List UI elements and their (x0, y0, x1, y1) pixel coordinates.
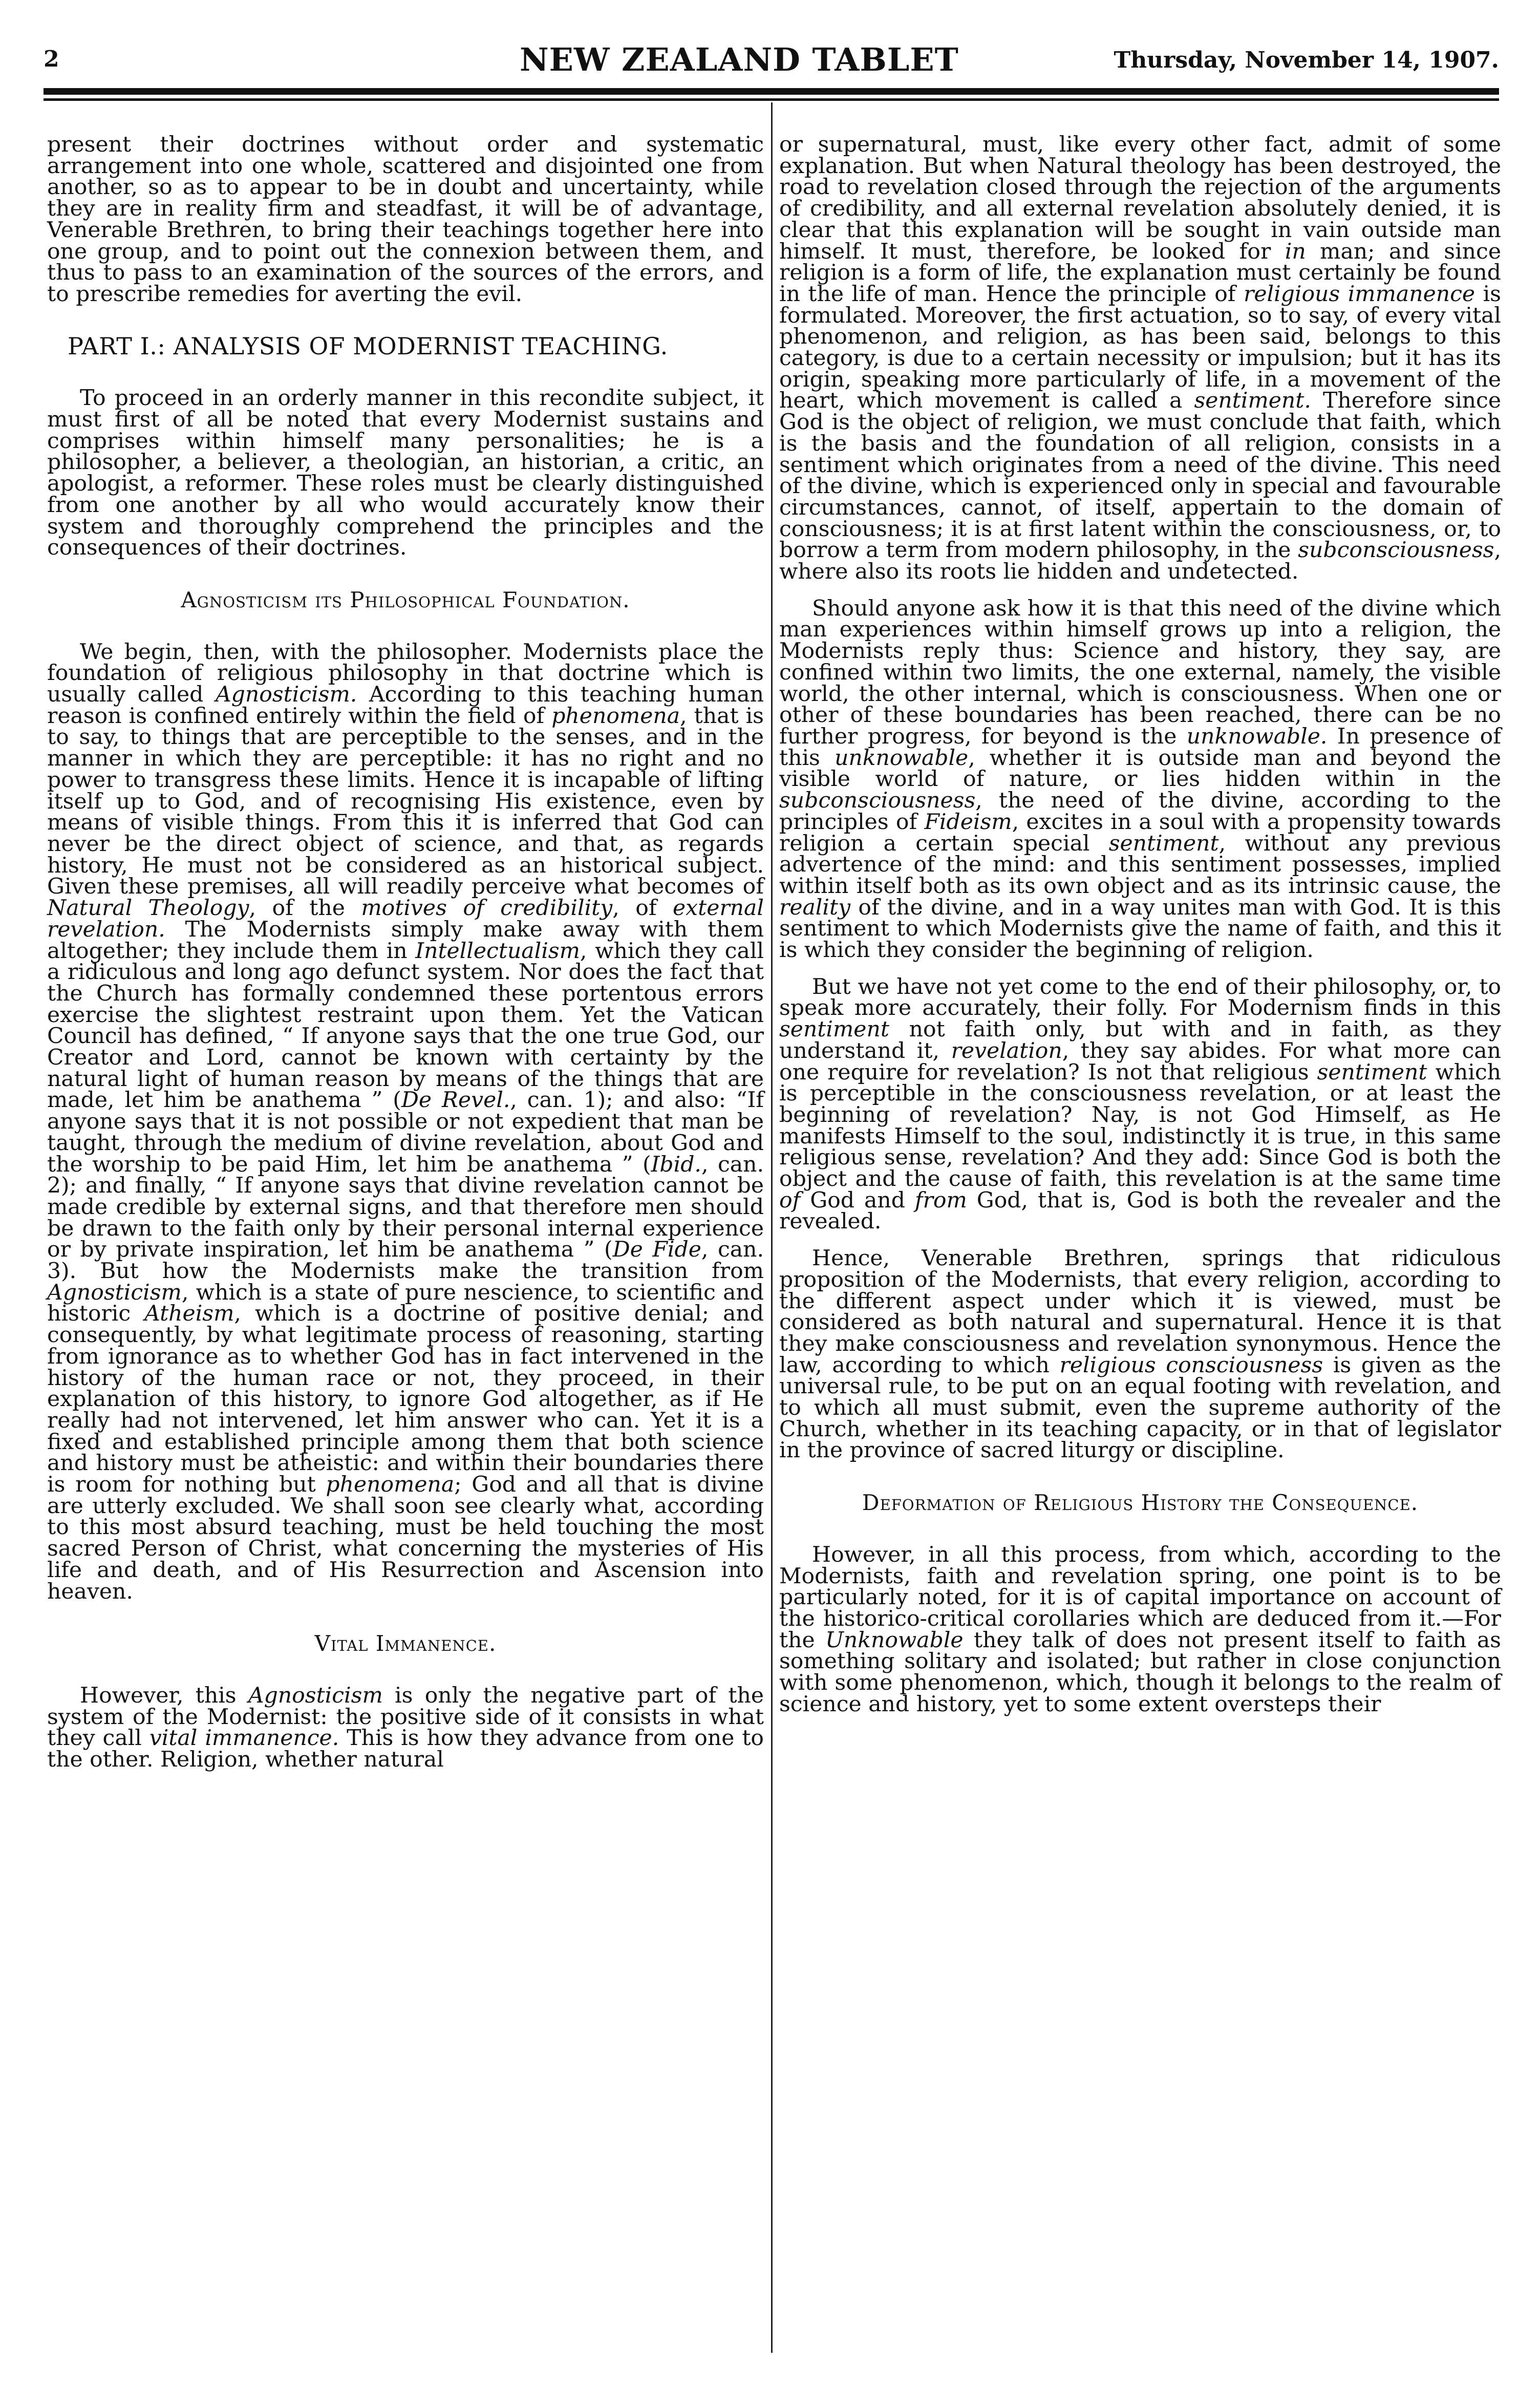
paragraph: But we have not yet come to the end of their philosophy, or, to speak more accurately, their folly. For Modernism finds in this sentiment not faith only, but with and in faith, as they understand it, revelation, they say abides. For what more can one require for revelation? Is not that religious sentiment which is perceptible in the consciousness revelation, or at least the beginning of revelation? Nay, is not God Himself, as He manifests Himself to the soul, indistinctly it is true, in this same religious sense, revelation? And they add: Since God is both the object and the cause of faith, this revelation is at the same time of God and from God, that is, God is both the revealer and the revealed. (779, 974, 1502, 1235)
paragraph: present their doctrines without order and systematic arrangement into one whole, scattered and disjointed one from another, so as to appear to be in doubt and uncertainty, while they are in reality firm and steadfast, it will be of advantage, Venerable Brethren, to bring their teachings together here into one group, and to point out the connexion between them, and thus to pass to an examination of the sources of the errors, and to prescribe remedies for averting the evil. (47, 132, 764, 307)
issue-date: Thursday, November 14, 1907. (1114, 47, 1499, 73)
masthead-rule-thick (44, 88, 1499, 95)
column-divider (771, 102, 773, 2353)
paragraph: Hence, Venerable Brethren, springs that ridiculous proposition of the Modernists, that every religion, according to the different aspect under which it is viewed, must be considered as both natural and supernatural. Hence it is that they make consciousness and revelation synonymous. Hence the law, according to which religious consciousness is given as the universal rule, to be put on an equal footing with revelation, and to which all must submit, even the supreme authority of the Church, whether in its teaching capacity, or in that of legislator in the province of sacred liturgy or discipline. (779, 1246, 1501, 1463)
paragraph: To proceed in an orderly manner in this recondite subject, it must first of all be noted that every Modernist sustains and comprises within himself many personalities; he is a philosopher, a believer, a theologian, an historian, a critic, an apologist, a reformer. These roles must be clearly distinguished from one another by all who would accurately know their system and thoroughly comprehend the principles and the consequences of their doctrines. (47, 386, 764, 561)
paragraph: Should anyone ask how it is that this need of the divine which man experiences within himself grows up into a religion, the Modernists reply thus: Science and history, they say, are confined within two limits, the one external, namely, the visible world, the other internal, which is consciousness. When one or other of these boundaries has been reached, there can be no further progress, for beyond is the unknowable. In presence of this unknowable, whether it is outside man and beyond the visible world of nature, or lies hidden within in the subconsciousness, the need of the divine, according to the principles of Fideism, excites in a soul with a propensity towards religion a certain special sentiment, without any previous advertence of the mind: and this sentiment possesses, implied within itself both as its own object and as its intrinsic cause, the reality of the divine, and in a way unites man with God. It is this sentiment to which Modernists give the name of faith, and this it is which they consider the beginning of religion. (779, 596, 1502, 963)
masthead-rule-thin (44, 98, 1499, 101)
section-heading-part-1: PART I.: ANALYSIS OF MODERNIST TEACHING. (68, 332, 668, 360)
masthead (44, 41, 1499, 78)
page-number: 2 (44, 46, 59, 72)
section-heading-deformation: Deformation of Religious History the Consequence. (862, 1490, 1419, 1516)
newspaper-title: NEW ZEALAND TABLET (520, 41, 959, 78)
section-heading-vital-immanence: Vital Immanence. (314, 1631, 497, 1656)
section-heading-agnosticism: Agnosticism its Philosophical Foundation. (181, 587, 630, 612)
paragraph: However, in all this process, from which, according to the Modernists, faith and revelation spring, one point is to be particularly noted, for it is of capital importance on account of the historico-critical corollaries which are deduced from it.—For the Unknowable they talk of does not present itself to faith as something solitary and isolated; but rather in close conjunction with some phenomenon, which, though it belongs to the realm of science and history, yet to some extent oversteps their (779, 1542, 1501, 1717)
paragraph: or supernatural, must, like every other fact, admit of some explanation. But when Natural theology has been destroyed, the road to revelation closed through the rejection of the arguments of credibility, and all external revelation absolutely denied, it is clear that this explanation will be sought in vain outside man himself. It must, therefore, be looked for in man; and since religion is a form of life, the explanation must certainly be found in the life of man. Hence the principle of religious immanence is formulated. Moreover, the first actuation, so to say, of every vital phenomenon, and religion, as has been said, belongs to this category, is due to a certain necessity or impulsion; but it has its origin, speaking more particularly of life, in a movement of the heart, which movement is called a sentiment. Therefore since God is the object of religion, we must conclude that faith, which is the basis and the foundation of all religion, consists in a sentiment which originates from a need of the divine. This need of the divine, which is experienced only in special and favourable circumstances, cannot, of itself, appertain to the domain of consciousness; it is at first latent within the consciousness, or, to borrow a term from modern philosophy, in the subconsciousness, where also its roots lie hidden and undetected. (779, 132, 1502, 585)
left-column (47, 134, 764, 1771)
paragraph: However, this Agnosticism is only the negative part of the system of the Modernist: the positive side of it consists in what they call vital immanence. This is how they advance from one to the other. Religion, whether natural (47, 1683, 764, 1773)
paragraph: We begin, then, with the philosopher. Modernists place the foundation of religious philosophy in that doctrine which is usually called Agnosticism. According to this teaching human reason is confined entirely within the field of phenomena, that is to say, to things that are perceptible to the senses, and in the manner in which they are perceptible: it has no right and no power to transgress these limits. Hence it is incapable of lifting itself up to God, and of recognising His existence, even by means of visible things. From this it is inferred that God can never be the direct object of science, and that, as regards history, He must not be considered as an historical subject. Given these premises, all will readily perceive what becomes of Natural Theology, of the motives of credibility, of external revelation. The Modernists simply make away with them altogether; they include them in Intellectualism, which they call a ridiculous and long ago defunct system. Nor does the fact that the Church has formally condemned these portentous errors exercise the slightest restraint upon them. Yet the Vatican Council has defined, “ If anyone says that the one true God, our Creator and Lord, cannot be known with certainty by the natural light of human reason by means of the things that are made, let him be anathema ” (De Revel., can. 1); and also: “If anyone says that it is not possible or not expedient that man be taught, through the medium of divine revelation, about God and the worship to be paid Him, let him be anathema ” (Ibid., can. 2); and finally, “ If anyone says that divine revelation cannot be made credible by external signs, and that therefore men should be drawn to the faith only by their personal internal experience or by private inspiration, let him be anathema ” (De Fide, can. 3). But how the Modernists make the transition from Agnosticism, which is a state of pure nescience, to scientific and historic Atheism, which is a doctrine of positive denial; and consequently, by what legitimate process of reasoning, starting from ignorance as to whether God has in fact intervened in the history of the human race or not, they proceed, in their explanation of this history, to ignore God altogether, as if He really had not intervened, let him answer who can. Yet it is a fixed and established principle among them that both science and history must be atheistic: and within their boundaries there is room for nothing but phenomena; God and all that is divine are utterly excluded. We shall soon see clearly what, according to this most absurd teaching, must be held touching the most sacred Person of Christ, what concerning the mysteries of His life and death, and of His Resurrection and Ascension into heaven. (47, 639, 764, 1604)
right-column (779, 134, 1501, 1715)
